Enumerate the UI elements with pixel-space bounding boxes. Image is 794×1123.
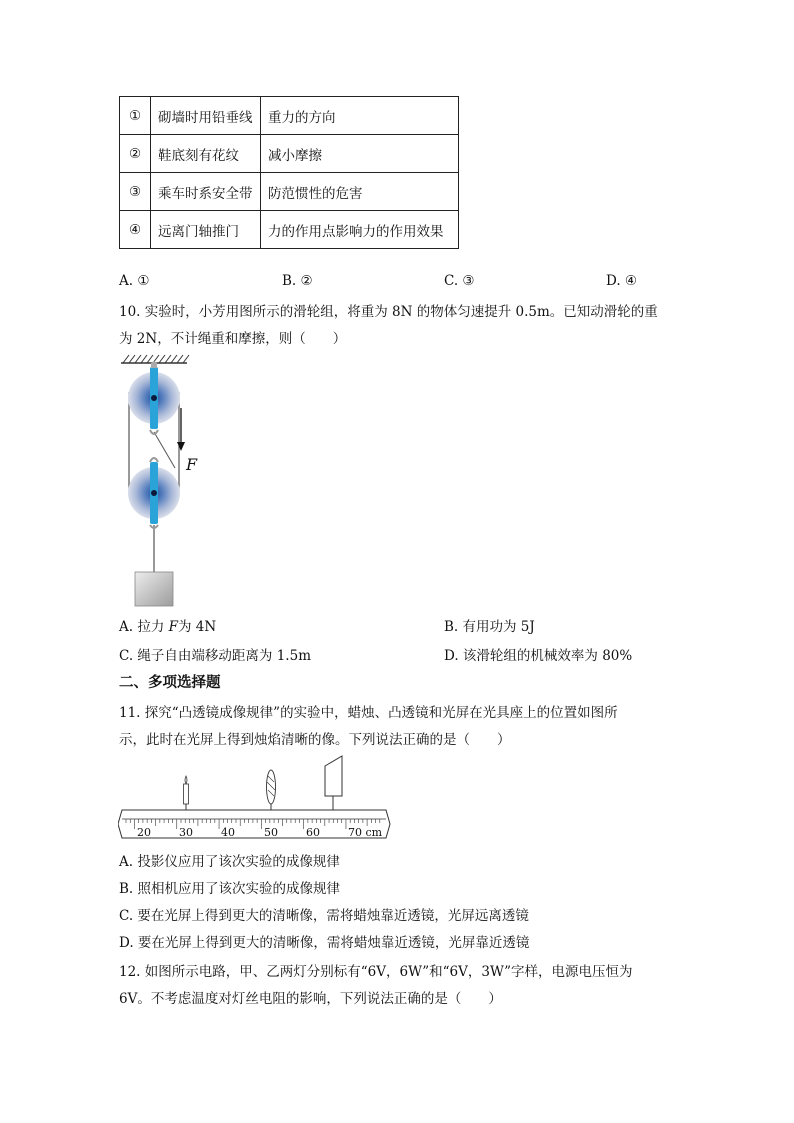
q9-option-d[interactable]: D. ④ <box>606 273 638 289</box>
section-title: 二、多项选择题 <box>119 674 221 691</box>
figure-label-f: F <box>186 455 198 474</box>
table-cell-num: ① <box>120 97 151 135</box>
table-cell-example: 远离门轴推门 <box>151 211 261 249</box>
q10-option-a[interactable] <box>119 615 216 635</box>
q9-option-c[interactable]: C. ③ <box>444 273 475 289</box>
force-arrow <box>177 408 185 451</box>
ruler-label-20: 20 <box>137 826 151 839</box>
q12-stem-line2: 6V。不考虑温度对灯丝电阻的影响，下列说法正确的是（ ） <box>119 991 502 1007</box>
q11-stem-line1: 11. 探究“凸透镜成像规律”的实验中，蜡烛、凸透镜和光屏在光具座上的位置如图所 <box>119 705 618 721</box>
q11-stem-line2: 示，此时在光屏上得到烛焰清晰的像。下列说法正确的是（ ） <box>119 732 511 748</box>
table-row <box>120 135 459 173</box>
ruler-label-60: 60 <box>306 826 320 839</box>
fixed-pulley <box>128 362 180 435</box>
q9-table <box>119 96 459 249</box>
q10-option-c[interactable]: C. 绳子自由端移动距离为 1.5m <box>119 648 311 664</box>
table-cell-num: ④ <box>120 211 151 249</box>
ruler-label-30: 30 <box>179 826 193 839</box>
q10-option-a-var: F <box>168 619 178 635</box>
table-cell-example: 砌墙时用铅垂线 <box>151 97 261 135</box>
q12-stem-line1: 12. 如图所示电路，甲、乙两灯分别标有“6V，6W”和“6V，3W”字样，电源电压恒为 <box>119 964 633 980</box>
movable-pulley <box>128 458 180 528</box>
q10-option-a-post: 为 4N <box>178 619 217 635</box>
table-row <box>120 97 459 135</box>
table-row <box>120 173 459 211</box>
q10-stem-line2: 为 2N，不计绳重和摩擦，则（ ） <box>119 331 347 347</box>
q10-option-a-pre: A. 拉力 <box>119 619 169 635</box>
table-cell-example: 鞋底刻有花纹 <box>151 135 261 173</box>
ruler-label-40: 40 <box>221 826 235 839</box>
table-cell-example: 乘车时系安全带 <box>151 173 261 211</box>
q11-option-b[interactable]: B. 照相机应用了该次实验的成像规律 <box>119 881 341 897</box>
table-cell-principle: 重力的方向 <box>261 97 459 135</box>
q10-option-d[interactable]: D. 该滑轮组的机械效率为 80% <box>444 648 633 664</box>
weight-block <box>135 572 173 606</box>
ruler-label-70cm: 70 cm <box>348 826 383 839</box>
table-cell-principle: 防范惯性的危害 <box>261 173 459 211</box>
q9-option-a[interactable]: A. ① <box>119 273 150 289</box>
table-cell-principle: 减小摩擦 <box>261 135 459 173</box>
ruler-label-50: 50 <box>264 826 278 839</box>
table-cell-num: ② <box>120 135 151 173</box>
table-cell-num: ③ <box>120 173 151 211</box>
q11-option-c[interactable]: C. 要在光屏上得到更大的清晰像，需将蜡烛靠近透镜，光屏远离透镜 <box>119 908 529 924</box>
q10-option-b[interactable]: B. 有用功为 5J <box>444 619 535 635</box>
q10-stem-line1: 10. 实验时，小芳用图所示的滑轮组，将重为 8N 的物体匀速提升 0.5m。已知动滑轮的重 <box>119 304 658 320</box>
pulley-system-figure <box>115 350 200 610</box>
q11-option-d[interactable]: D. 要在光屏上得到更大的清晰像，需将蜡烛靠近透镜，光屏靠近透镜 <box>119 935 530 951</box>
table-cell-principle: 力的作用点影响力的作用效果 <box>261 211 459 249</box>
table-row <box>120 211 459 249</box>
q9-option-b[interactable]: B. ② <box>282 273 313 289</box>
q11-option-a[interactable]: A. 投影仪应用了该次实验的成像规律 <box>119 854 340 870</box>
